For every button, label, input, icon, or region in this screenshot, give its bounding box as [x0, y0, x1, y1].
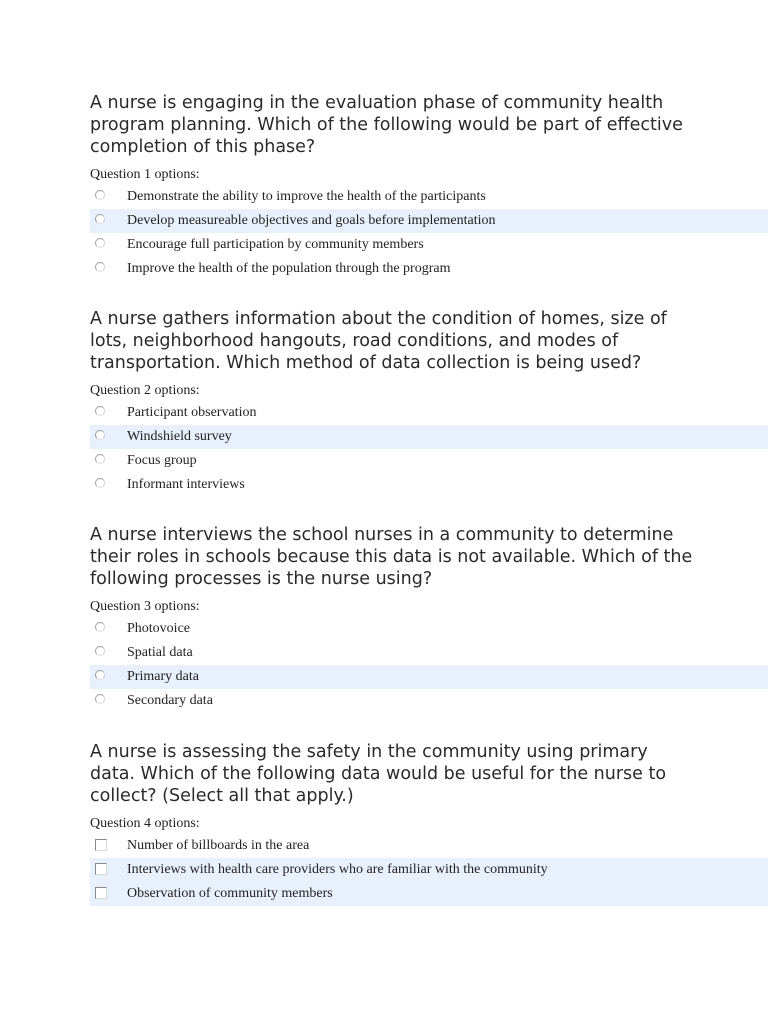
radio-button[interactable] — [95, 478, 105, 488]
question-2-text: A nurse gathers information about the condition of homes, size of lots, neighborhood hangouts, road conditions, and modes of transportation. Which method of data collection is being used? — [90, 309, 667, 373]
question-1-option-3[interactable] — [90, 233, 768, 257]
question-3-option-2[interactable] — [90, 641, 768, 665]
question-1-option-1[interactable] — [90, 185, 768, 209]
question-4-option-3[interactable] — [90, 882, 768, 906]
question-1-option-2[interactable] — [90, 209, 768, 233]
radio-button[interactable] — [95, 454, 105, 464]
question-2-option-2[interactable] — [90, 425, 768, 449]
question-3-text: A nurse interviews the school nurses in a community to determine their roles in schools because this data is not available. Which of the following processes is the nurse using? — [90, 525, 693, 589]
radio-button[interactable] — [95, 214, 105, 224]
question-2-option-1[interactable] — [90, 401, 768, 425]
checkbox[interactable] — [95, 887, 107, 899]
question-3-options — [90, 617, 768, 713]
checkbox[interactable] — [95, 839, 107, 851]
question-3-option-1[interactable] — [90, 617, 768, 641]
radio-button[interactable] — [95, 430, 105, 440]
question-2-option-4[interactable] — [90, 473, 768, 497]
question-2-option-3[interactable] — [90, 449, 768, 473]
option-label: Spatial data — [127, 645, 193, 660]
radio-button[interactable] — [95, 238, 105, 248]
option-label: Secondary data — [127, 693, 213, 708]
radio-button[interactable] — [95, 670, 105, 680]
question-4-options-label: Question 4 options: — [90, 816, 200, 831]
question-3 — [90, 524, 768, 713]
option-label: Informant interviews — [127, 477, 245, 492]
question-2-options-label: Question 2 options: — [90, 383, 200, 398]
option-label: Interviews with health care providers who are familiar with the community — [127, 862, 548, 877]
radio-button[interactable] — [95, 646, 105, 656]
radio-button[interactable] — [95, 622, 105, 632]
option-label: Number of billboards in the area — [127, 838, 310, 853]
quiz-page — [90, 92, 768, 906]
option-label: Observation of community members — [127, 886, 333, 901]
radio-button[interactable] — [95, 694, 105, 704]
radio-button[interactable] — [95, 262, 105, 272]
option-label: Photovoice — [127, 621, 190, 636]
question-1-option-4[interactable] — [90, 257, 768, 281]
question-4 — [90, 741, 768, 906]
option-label: Windshield survey — [127, 429, 232, 444]
question-4-text: A nurse is assessing the safety in the community using primary data. Which of the following data would be useful for the nurse to collect? (Select all that apply.) — [90, 742, 667, 806]
radio-button[interactable] — [95, 190, 105, 200]
question-3-options-label: Question 3 options: — [90, 599, 200, 614]
option-label: Develop measureable objectives and goals before implementation — [127, 213, 496, 228]
question-1-options — [90, 185, 768, 281]
option-label: Participant observation — [127, 405, 257, 420]
option-label: Focus group — [127, 453, 197, 468]
question-1 — [90, 92, 768, 281]
question-3-option-3[interactable] — [90, 665, 768, 689]
option-label: Encourage full participation by community members — [127, 237, 424, 252]
question-4-option-1[interactable] — [90, 834, 768, 858]
question-4-option-2[interactable] — [90, 858, 768, 882]
question-4-options — [90, 834, 768, 906]
question-3-option-4[interactable] — [90, 689, 768, 713]
option-label: Improve the health of the population through the program — [127, 261, 451, 276]
option-label: Demonstrate the ability to improve the health of the participants — [127, 189, 486, 204]
question-1-text: A nurse is engaging in the evaluation phase of community health program planning. Which of the following would be part of effective completion of this phase? — [90, 93, 683, 157]
question-2-options — [90, 401, 768, 497]
question-2 — [90, 308, 768, 497]
question-1-options-label: Question 1 options: — [90, 167, 200, 182]
radio-button[interactable] — [95, 406, 105, 416]
checkbox[interactable] — [95, 863, 107, 875]
option-label: Primary data — [127, 669, 199, 684]
